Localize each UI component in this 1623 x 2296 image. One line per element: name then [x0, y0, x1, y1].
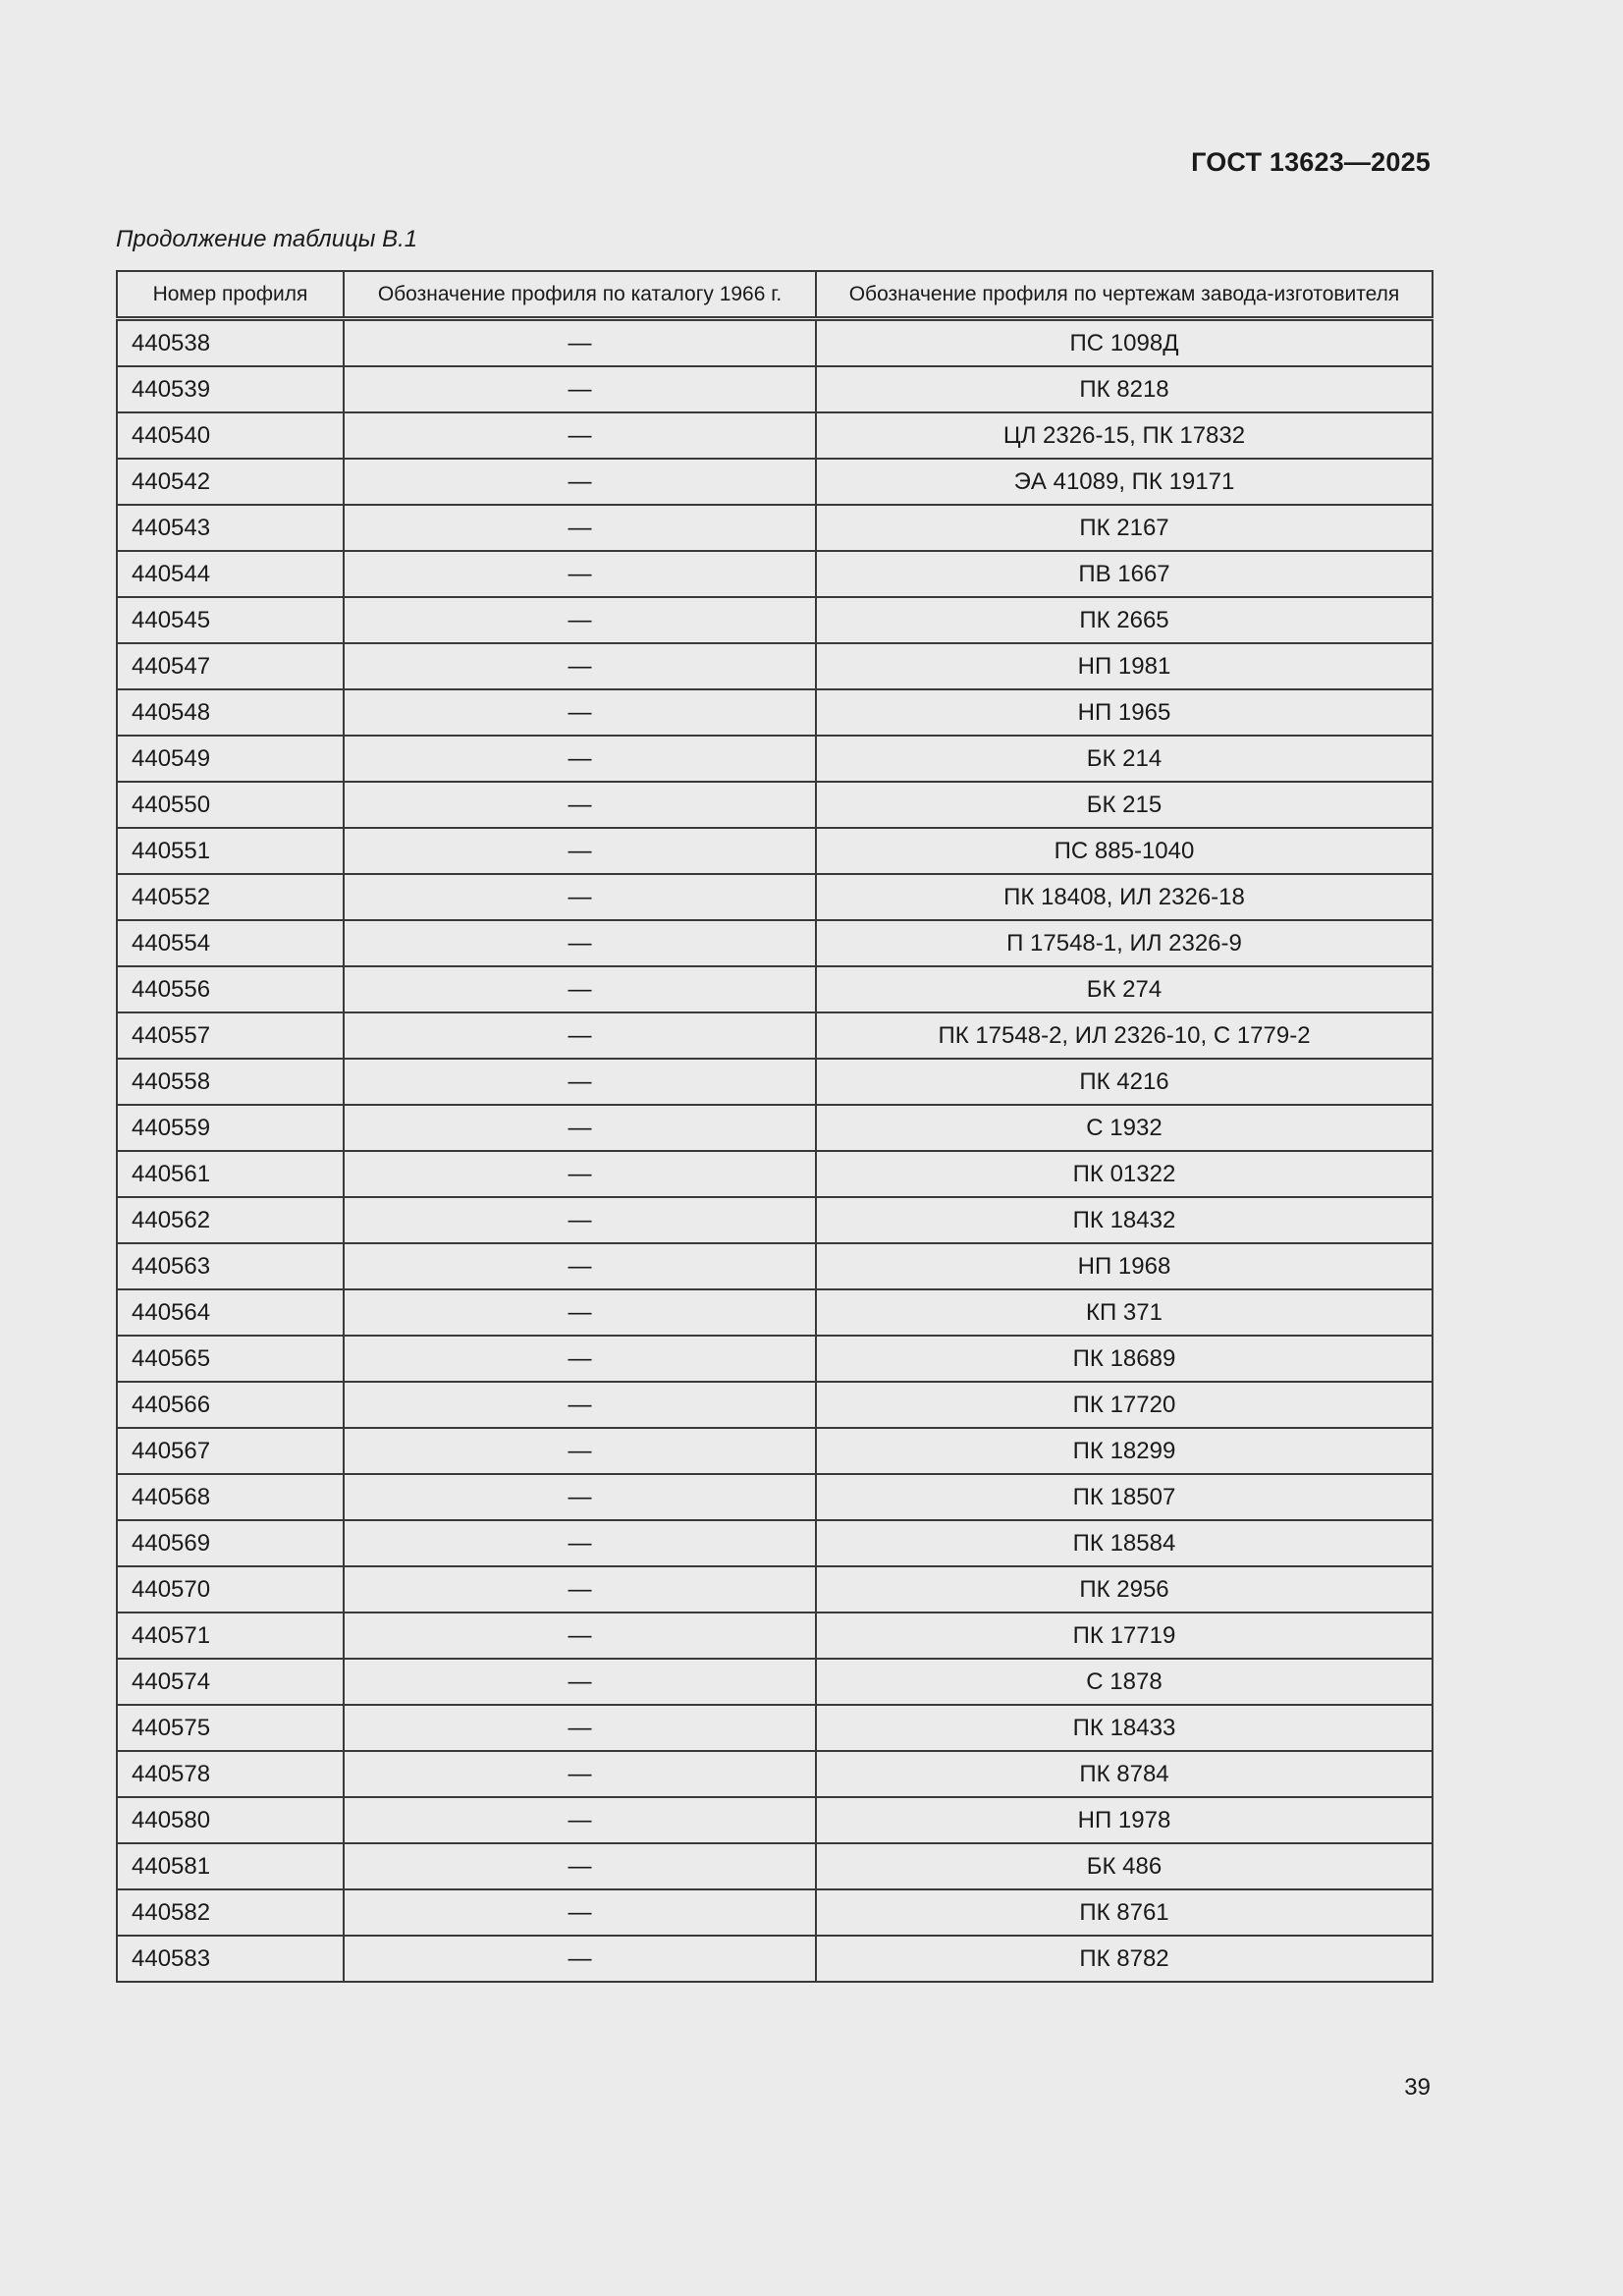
cell-factory-designation: ПК 18408, ИЛ 2326-18: [816, 874, 1433, 920]
table-row: [117, 1520, 1433, 1566]
table-row: [117, 505, 1433, 551]
cell-factory-designation: ПК 4216: [816, 1059, 1433, 1105]
cell-factory-designation: ПС 885-1040: [816, 828, 1433, 874]
table-row: [117, 874, 1433, 920]
cell-factory-designation: НП 1978: [816, 1797, 1433, 1843]
cell-factory-designation: НП 1981: [816, 643, 1433, 689]
cell-profile-number: 440556: [117, 966, 344, 1012]
cell-catalog-1966: —: [344, 551, 816, 597]
table-row: [117, 1105, 1433, 1151]
table-body: [117, 319, 1433, 1983]
cell-factory-designation: С 1878: [816, 1659, 1433, 1705]
cell-factory-designation: НП 1968: [816, 1243, 1433, 1289]
cell-catalog-1966: —: [344, 643, 816, 689]
cell-factory-designation: ПК 18432: [816, 1197, 1433, 1243]
cell-profile-number: 440568: [117, 1474, 344, 1520]
cell-catalog-1966: —: [344, 966, 816, 1012]
cell-catalog-1966: —: [344, 1105, 816, 1151]
table-row: [117, 459, 1433, 505]
table-row: [117, 1843, 1433, 1889]
table-row: [117, 1474, 1433, 1520]
table-row: [117, 1613, 1433, 1659]
cell-factory-designation: ПК 17720: [816, 1382, 1433, 1428]
cell-profile-number: 440580: [117, 1797, 344, 1843]
table-row: [117, 1151, 1433, 1197]
cell-catalog-1966: —: [344, 1474, 816, 1520]
cell-profile-number: 440559: [117, 1105, 344, 1151]
cell-catalog-1966: —: [344, 1336, 816, 1382]
cell-factory-designation: ПК 17719: [816, 1613, 1433, 1659]
cell-profile-number: 440575: [117, 1705, 344, 1751]
cell-profile-number: 440570: [117, 1566, 344, 1613]
cell-profile-number: 440552: [117, 874, 344, 920]
cell-profile-number: 440558: [117, 1059, 344, 1105]
cell-catalog-1966: —: [344, 828, 816, 874]
cell-catalog-1966: —: [344, 1889, 816, 1936]
cell-catalog-1966: —: [344, 874, 816, 920]
column-header-factory-drawings: Обозначение профиля по чертежам завода-изготовителя: [816, 271, 1433, 319]
table-row: [117, 597, 1433, 643]
cell-catalog-1966: —: [344, 1382, 816, 1428]
cell-profile-number: 440578: [117, 1751, 344, 1797]
cell-catalog-1966: —: [344, 1566, 816, 1613]
table-row: [117, 1797, 1433, 1843]
table-caption: Продолжение таблицы В.1: [116, 226, 418, 252]
column-header-catalog-1966: Обозначение профиля по каталогу 1966 г.: [344, 271, 816, 319]
cell-profile-number: 440562: [117, 1197, 344, 1243]
column-header-profile-number: Номер профиля: [117, 271, 344, 319]
table-row: [117, 966, 1433, 1012]
cell-catalog-1966: —: [344, 920, 816, 966]
cell-factory-designation: ПК 2167: [816, 505, 1433, 551]
cell-catalog-1966: —: [344, 1243, 816, 1289]
cell-factory-designation: ЭА 41089, ПК 19171: [816, 459, 1433, 505]
cell-factory-designation: БК 274: [816, 966, 1433, 1012]
table-row: [117, 1566, 1433, 1613]
cell-catalog-1966: —: [344, 1197, 816, 1243]
cell-catalog-1966: —: [344, 412, 816, 459]
cell-factory-designation: П 17548-1, ИЛ 2326-9: [816, 920, 1433, 966]
cell-factory-designation: ПК 17548-2, ИЛ 2326-10, С 1779-2: [816, 1012, 1433, 1059]
cell-profile-number: 440543: [117, 505, 344, 551]
cell-factory-designation: ПС 1098Д: [816, 319, 1433, 367]
cell-factory-designation: ПК 18507: [816, 1474, 1433, 1520]
cell-catalog-1966: —: [344, 459, 816, 505]
cell-catalog-1966: —: [344, 689, 816, 736]
table-row: [117, 1428, 1433, 1474]
cell-profile-number: 440539: [117, 366, 344, 412]
cell-factory-designation: ПК 18584: [816, 1520, 1433, 1566]
table-row: [117, 782, 1433, 828]
cell-catalog-1966: —: [344, 1520, 816, 1566]
cell-catalog-1966: —: [344, 319, 816, 367]
cell-profile-number: 440571: [117, 1613, 344, 1659]
table-row: [117, 920, 1433, 966]
table-row: [117, 1936, 1433, 1982]
cell-catalog-1966: —: [344, 1797, 816, 1843]
cell-factory-designation: ПК 8784: [816, 1751, 1433, 1797]
table-row: [117, 1059, 1433, 1105]
cell-factory-designation: ПК 18299: [816, 1428, 1433, 1474]
cell-profile-number: 440551: [117, 828, 344, 874]
cell-profile-number: 440540: [117, 412, 344, 459]
cell-profile-number: 440545: [117, 597, 344, 643]
cell-catalog-1966: —: [344, 1751, 816, 1797]
cell-profile-number: 440583: [117, 1936, 344, 1982]
cell-factory-designation: ПК 18433: [816, 1705, 1433, 1751]
cell-factory-designation: ПК 8218: [816, 366, 1433, 412]
cell-profile-number: 440565: [117, 1336, 344, 1382]
table-row: [117, 551, 1433, 597]
cell-profile-number: 440557: [117, 1012, 344, 1059]
cell-factory-designation: ПК 01322: [816, 1151, 1433, 1197]
table-row: [117, 1012, 1433, 1059]
cell-profile-number: 440582: [117, 1889, 344, 1936]
cell-catalog-1966: —: [344, 1059, 816, 1105]
cell-factory-designation: С 1932: [816, 1105, 1433, 1151]
cell-profile-number: 440581: [117, 1843, 344, 1889]
cell-factory-designation: БК 215: [816, 782, 1433, 828]
cell-catalog-1966: —: [344, 1705, 816, 1751]
cell-catalog-1966: —: [344, 1659, 816, 1705]
table-row: [117, 1889, 1433, 1936]
cell-catalog-1966: —: [344, 597, 816, 643]
cell-profile-number: 440563: [117, 1243, 344, 1289]
page-number: 39: [1404, 2074, 1431, 2101]
table-row: [117, 1659, 1433, 1705]
cell-catalog-1966: —: [344, 1613, 816, 1659]
table-row: [117, 1197, 1433, 1243]
cell-factory-designation: БК 214: [816, 736, 1433, 782]
table-row: [117, 643, 1433, 689]
cell-profile-number: 440538: [117, 319, 344, 367]
cell-factory-designation: БК 486: [816, 1843, 1433, 1889]
cell-profile-number: 440566: [117, 1382, 344, 1428]
table-row: [117, 736, 1433, 782]
cell-catalog-1966: —: [344, 366, 816, 412]
cell-profile-number: 440567: [117, 1428, 344, 1474]
cell-catalog-1966: —: [344, 736, 816, 782]
cell-factory-designation: ЦЛ 2326-15, ПК 17832: [816, 412, 1433, 459]
cell-profile-number: 440569: [117, 1520, 344, 1566]
cell-profile-number: 440554: [117, 920, 344, 966]
table-row: [117, 828, 1433, 874]
table-row: [117, 1289, 1433, 1336]
cell-profile-number: 440542: [117, 459, 344, 505]
table-row: [117, 1751, 1433, 1797]
cell-factory-designation: ПК 18689: [816, 1336, 1433, 1382]
cell-catalog-1966: —: [344, 1428, 816, 1474]
table-row: [117, 1243, 1433, 1289]
cell-factory-designation: ПК 8782: [816, 1936, 1433, 1982]
table-row: [117, 1382, 1433, 1428]
cell-catalog-1966: —: [344, 1936, 816, 1982]
profile-table: [116, 270, 1434, 1983]
cell-profile-number: 440549: [117, 736, 344, 782]
cell-factory-designation: НП 1965: [816, 689, 1433, 736]
cell-catalog-1966: —: [344, 1289, 816, 1336]
profile-table-container: [116, 270, 1432, 1983]
cell-factory-designation: ПК 8761: [816, 1889, 1433, 1936]
table-header-row: [117, 271, 1433, 319]
cell-factory-designation: КП 371: [816, 1289, 1433, 1336]
table-row: [117, 689, 1433, 736]
cell-profile-number: 440564: [117, 1289, 344, 1336]
cell-catalog-1966: —: [344, 782, 816, 828]
cell-profile-number: 440561: [117, 1151, 344, 1197]
cell-profile-number: 440544: [117, 551, 344, 597]
cell-profile-number: 440550: [117, 782, 344, 828]
cell-catalog-1966: —: [344, 505, 816, 551]
cell-factory-designation: ПК 2665: [816, 597, 1433, 643]
table-row: [117, 412, 1433, 459]
cell-catalog-1966: —: [344, 1012, 816, 1059]
document-standard-header: ГОСТ 13623—2025: [1191, 147, 1431, 177]
table-row: [117, 1336, 1433, 1382]
table-row: [117, 319, 1433, 367]
cell-factory-designation: ПВ 1667: [816, 551, 1433, 597]
table-row: [117, 1705, 1433, 1751]
cell-catalog-1966: —: [344, 1843, 816, 1889]
cell-catalog-1966: —: [344, 1151, 816, 1197]
cell-profile-number: 440574: [117, 1659, 344, 1705]
cell-profile-number: 440547: [117, 643, 344, 689]
cell-profile-number: 440548: [117, 689, 344, 736]
table-row: [117, 366, 1433, 412]
cell-factory-designation: ПК 2956: [816, 1566, 1433, 1613]
